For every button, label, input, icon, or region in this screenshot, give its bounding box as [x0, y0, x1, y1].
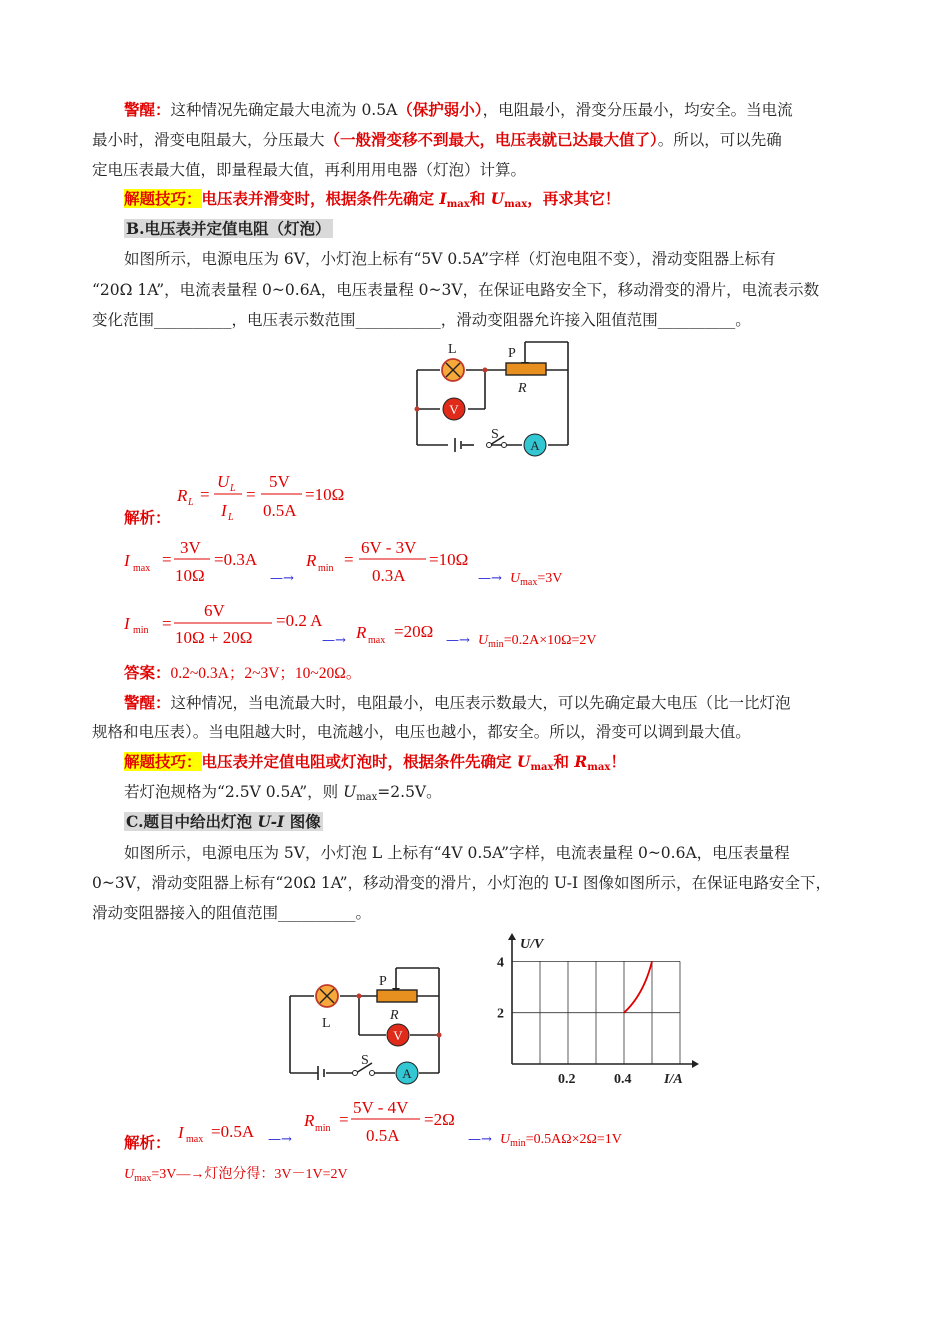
sub: max	[504, 199, 528, 210]
question-b-line1: 如图所示，电源电压为 6V，小灯泡上标有“5V 0.5A”字样（灯泡电阻不变），滑动变阻器上标有	[124, 250, 776, 268]
warning-label: 警醒：	[124, 100, 171, 119]
f-lhs: I	[178, 1123, 184, 1142]
text: 这种情况先确定最大电流为 0.5A	[170, 101, 398, 119]
f-lhs: I	[124, 614, 130, 633]
f-res: =0.2 A	[276, 611, 323, 630]
sub: min	[488, 639, 504, 650]
var: U	[343, 783, 357, 801]
f-res: =2Ω	[424, 1110, 455, 1129]
label-R: R	[518, 381, 527, 396]
f-sub: L	[188, 497, 194, 508]
f-dsub: L	[228, 512, 234, 523]
answer-b	[124, 663, 361, 684]
formula-imin	[124, 598, 334, 654]
f-lhs: R	[304, 1111, 315, 1130]
var: U	[478, 633, 489, 648]
sub: max	[356, 792, 378, 803]
f-lhs: R	[306, 551, 317, 570]
text: 和	[469, 189, 491, 208]
c-umax-result	[124, 1163, 348, 1184]
text: ，再求其它！	[527, 189, 621, 208]
circuit-diagram-1	[400, 337, 580, 462]
label-V: V	[449, 402, 459, 417]
text: ！	[610, 752, 626, 771]
f-res: =10Ω	[305, 485, 345, 504]
arrow: —→	[270, 571, 294, 586]
circuit-diagram-2	[284, 963, 454, 1088]
var: U	[124, 1167, 135, 1182]
arrow: —→	[322, 633, 346, 648]
tip-2	[124, 752, 626, 778]
formula-c-rmin	[302, 1096, 482, 1152]
var: U	[490, 189, 505, 208]
f-den: I	[221, 501, 227, 520]
y-tick-label: 4	[497, 955, 504, 971]
umin-result	[478, 633, 597, 650]
rheostat-icon	[377, 990, 417, 1002]
sub: max	[530, 762, 554, 773]
y-axis-label: U/V	[520, 937, 544, 952]
warning-para-1-line2	[92, 130, 782, 150]
text: 最小时，滑变电阻最大，分压最大	[92, 131, 325, 149]
section-title-var: U-I	[257, 812, 285, 831]
tip-1	[124, 189, 620, 215]
formula-c-imax	[176, 1118, 276, 1148]
warning-para-1-line3: 定电压表最大值，即量程最大值，再利用用电器（灯泡）计算。	[92, 161, 527, 179]
f-num: 6V	[204, 601, 225, 620]
label-P: P	[379, 974, 387, 989]
text: 电压表并滑变时，根据条件先确定	[201, 189, 440, 208]
f-den: 0.3A	[372, 566, 406, 585]
f-num: 3V	[180, 538, 201, 557]
f-res: =20Ω	[394, 622, 434, 641]
formula-rmax	[356, 618, 456, 648]
f-num: 6V - 3V	[361, 538, 417, 557]
warning-para-2	[124, 693, 791, 713]
question-c-line2: 0~3V，滑动变阻器上标有“20Ω 1A”，移动滑变的滑片，小灯泡的 U-I 图像如图所示，在保证电路安全下，	[92, 874, 832, 892]
text: 若灯泡规格为“2.5V 0.5A”，则	[124, 783, 344, 801]
rheostat-icon	[506, 363, 546, 375]
text: =3V—→灯泡分得：3V－1V=2V	[151, 1167, 348, 1182]
f-nsub: L	[230, 483, 236, 494]
arrow: —→	[478, 571, 502, 586]
warning-para-2-line2: 规格和电压表）。当电阻越大时，电流越小，电压也越小，都安全。所以，滑变可以调到最大值。	[92, 723, 751, 741]
f-eq: =	[344, 550, 354, 569]
f-sub: min	[133, 625, 149, 636]
text: =2.5V。	[377, 783, 442, 801]
y-tick-label: 2	[497, 1006, 504, 1022]
x-axis-label: I/A	[664, 1072, 683, 1087]
var: U	[516, 752, 531, 771]
f-sub: max	[186, 1134, 204, 1145]
var: U	[510, 571, 521, 586]
section-c-title	[124, 812, 323, 832]
section-title: C.题目中给出灯泡	[126, 812, 258, 831]
f-eq: =	[339, 1110, 349, 1129]
x-tick-label: 0.4	[614, 1072, 632, 1087]
sub: max	[446, 199, 470, 210]
f-sub: min	[318, 563, 334, 574]
f-lhs: I	[124, 551, 130, 570]
f-den: 0.5A	[366, 1126, 400, 1145]
text: 和	[553, 752, 575, 771]
tip-label: 解题技巧：	[124, 752, 202, 771]
label-P: P	[508, 346, 516, 361]
f-den: 10Ω + 20Ω	[175, 628, 253, 647]
label-L: L	[448, 342, 457, 357]
f-sub: max	[133, 563, 151, 574]
var: I	[439, 189, 447, 208]
text: =0.2A×10Ω=2V	[503, 633, 597, 648]
formula-rl	[172, 466, 372, 524]
text: =0.5AΩ×2Ω=1V	[525, 1132, 622, 1147]
var: R	[574, 752, 588, 771]
sub: max	[520, 577, 538, 588]
f-num: 5V - 4V	[353, 1098, 409, 1117]
f-num: U	[217, 472, 230, 491]
label-L: L	[322, 1016, 331, 1031]
sub: max	[134, 1173, 152, 1184]
sub: max	[587, 762, 611, 773]
f-den2: 0.5A	[263, 501, 297, 520]
f-res: =0.3A	[214, 550, 258, 569]
text: 电压表并定值电阻或灯泡时，根据条件先确定	[201, 752, 517, 771]
text: 这种情况，当电流最大时，电阻最小，电压表示数最大，可以先确定最大电压（比一比灯泡	[170, 694, 791, 712]
note-line	[124, 782, 442, 808]
arrow: —→	[446, 633, 470, 648]
f-eq: =	[200, 485, 210, 504]
f-eq: =	[162, 550, 172, 569]
f-sub: max	[368, 635, 386, 646]
label-R: R	[390, 1008, 399, 1023]
answer-label: 答案：	[124, 663, 171, 682]
formula-rmin	[306, 536, 486, 592]
text: ，电阻最小，滑变分压最小，均安全。当电流	[482, 101, 793, 119]
section-title: B.电压表并定值电阻（灯泡）	[126, 219, 331, 238]
solution-c-label: 解析：	[124, 1133, 171, 1152]
question-b-line2: “20Ω 1A”，电流表量程 0~0.6A，电压表量程 0~3V，在保证电路安全下，移动滑变的滑片，电流表示数	[92, 281, 820, 299]
label-A: A	[530, 438, 540, 453]
f-lhs: R	[356, 623, 367, 642]
var: U	[500, 1132, 511, 1147]
question-c-line3: 滑动变阻器接入的阻值范围__________。	[92, 904, 372, 922]
sub: min	[510, 1138, 526, 1149]
f-den: 10Ω	[175, 566, 205, 585]
highlight-text: （保护弱小）	[397, 100, 483, 119]
f-lhs: R	[177, 486, 188, 505]
tip-label: 解题技巧：	[124, 189, 202, 208]
f-eq: =	[162, 614, 172, 633]
arrow: —→	[268, 1132, 292, 1147]
section-b-title	[124, 219, 333, 239]
question-c-line1: 如图所示，电源电压为 5V，小灯泡 L 上标有“4V 0.5A”字样，电流表量程 0~0.6A，电压表量程	[124, 844, 790, 862]
section-title-tail: 图像	[284, 812, 321, 831]
solution-b-label: 解析：	[124, 508, 171, 527]
f-res: =0.5A	[211, 1122, 255, 1141]
label-S: S	[491, 427, 499, 442]
text: 。所以，可以先确	[657, 131, 782, 149]
label-V: V	[393, 1028, 403, 1043]
f-eq2: =	[246, 485, 256, 504]
f-num2: 5V	[269, 472, 290, 491]
highlight-text: （一般滑变移不到最大，电压表就已达最大值了）	[324, 130, 658, 149]
arrow: —→	[468, 1132, 492, 1147]
c-umin-result	[500, 1132, 622, 1149]
label-A: A	[402, 1066, 412, 1081]
question-b-line3: 变化范围__________，电压表示数范围___________，滑动变阻器允许接入阻值范围__________。	[92, 311, 751, 329]
answer-text: 0.2~0.3A；2~3V；10~20Ω。	[170, 665, 362, 682]
umax-result	[510, 571, 562, 588]
x-tick-label: 0.2	[558, 1072, 576, 1087]
f-res: =10Ω	[429, 550, 469, 569]
label-S: S	[361, 1053, 369, 1068]
text: =3V	[537, 571, 563, 586]
ui-chart	[496, 932, 701, 1092]
warning-label: 警醒：	[124, 693, 171, 712]
f-sub: min	[315, 1123, 331, 1134]
warning-para-1	[124, 100, 793, 120]
